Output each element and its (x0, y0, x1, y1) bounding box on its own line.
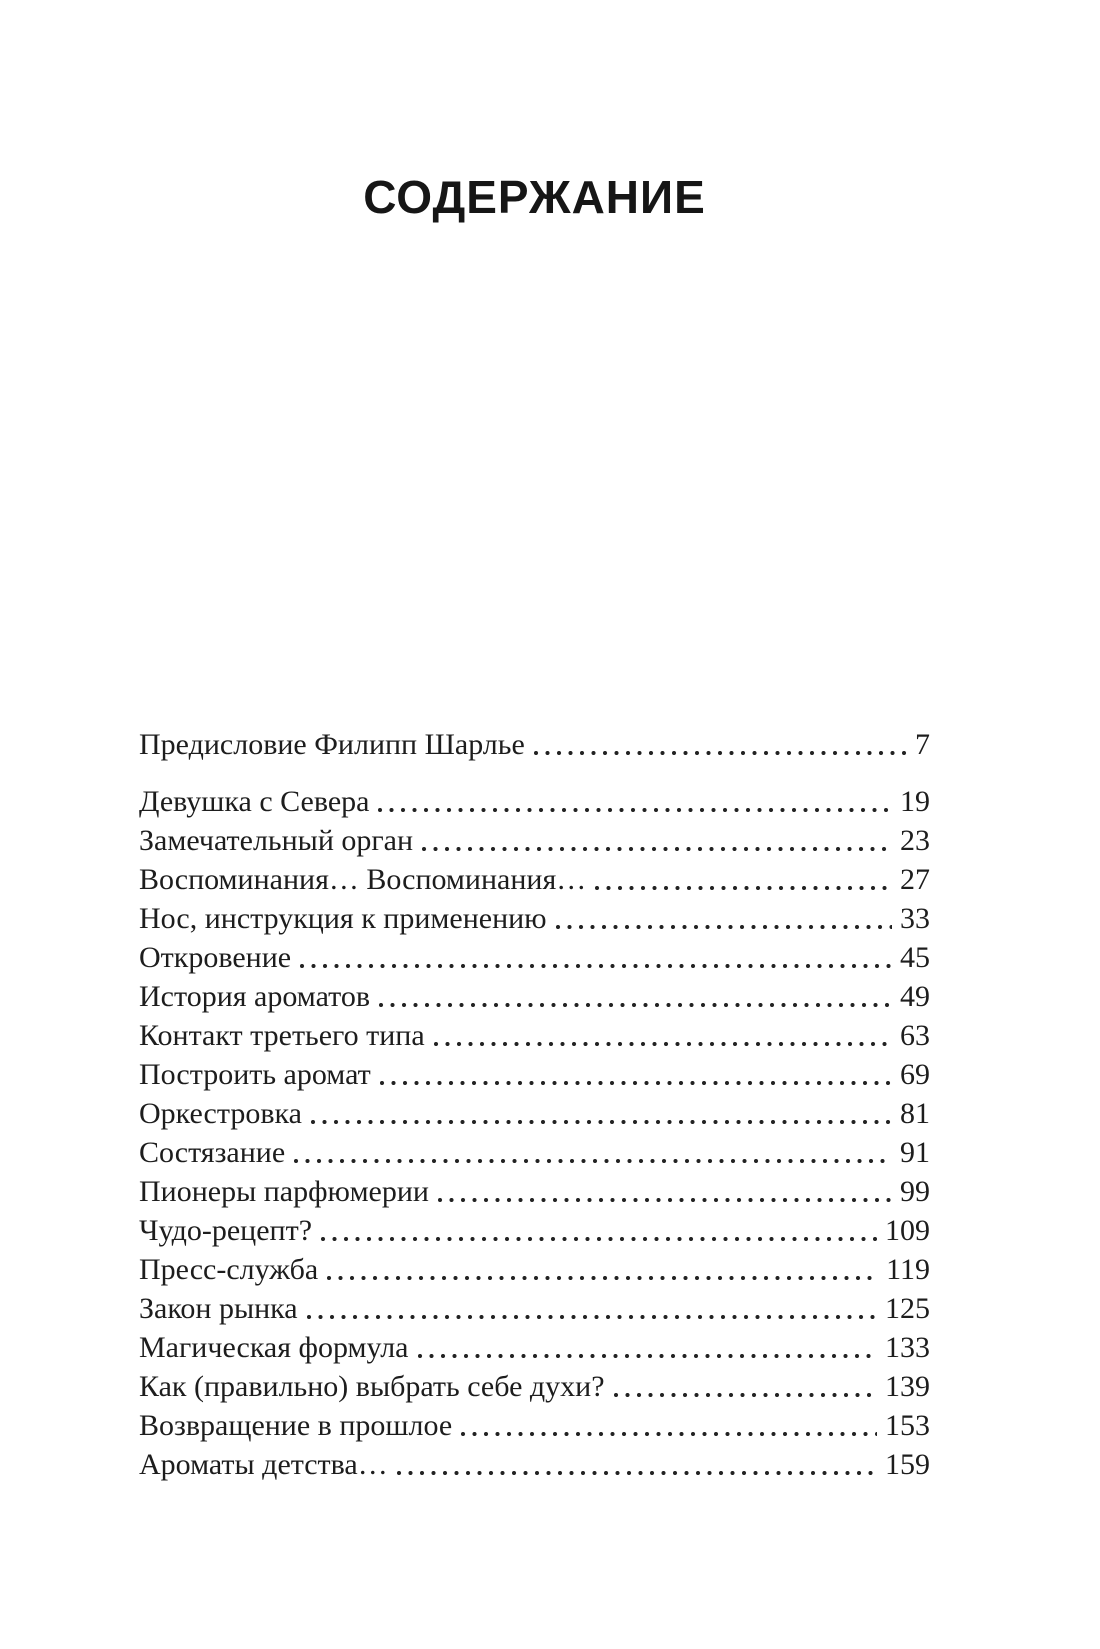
dot-leader (307, 1315, 877, 1319)
toc-entry-page: 33 (900, 902, 930, 935)
toc-entry-label: Магическая формула (139, 1331, 409, 1364)
toc-entry (139, 1328, 930, 1367)
toc-entry (139, 1172, 930, 1211)
toc-entry-label: Возвращение в прошлое (139, 1409, 453, 1442)
dot-leader (614, 1393, 877, 1397)
toc-entry-page: 27 (900, 863, 930, 896)
toc-entry (139, 1289, 930, 1328)
toc-entry-label: Построить аромат (139, 1058, 371, 1091)
toc-entry (139, 1094, 930, 1133)
table-of-contents (139, 725, 930, 1484)
toc-entry (139, 1211, 930, 1250)
toc-entry (139, 1406, 930, 1445)
toc-entry-page: 45 (900, 941, 930, 974)
toc-entry (139, 860, 930, 899)
toc-entry (139, 821, 930, 860)
toc-entry (139, 725, 930, 764)
toc-entry (139, 938, 930, 977)
toc-entry-label: Предисловие Филипп Шарлье (139, 728, 525, 761)
toc-entry-page: 23 (900, 824, 930, 857)
toc-entry-label: История ароматов (139, 980, 370, 1013)
toc-entry (139, 1250, 930, 1289)
dot-leader (461, 1432, 877, 1436)
dot-leader (378, 808, 892, 812)
dot-leader (534, 751, 907, 755)
toc-entry-page: 69 (900, 1058, 930, 1091)
toc-entry-label: Воспоминания… Воспоминания… (139, 863, 587, 896)
dot-leader (397, 1471, 877, 1475)
toc-entry-label: Закон рынка (139, 1292, 298, 1325)
toc-entry-page: 81 (900, 1097, 930, 1130)
dot-leader (321, 1237, 877, 1241)
dot-leader (556, 925, 892, 929)
toc-entry-page: 125 (885, 1292, 930, 1325)
dot-leader (438, 1198, 892, 1202)
toc-entry-page: 19 (900, 785, 930, 818)
toc-entry-page: 99 (900, 1175, 930, 1208)
toc-entry (139, 1367, 930, 1406)
toc-entry-label: Состязание (139, 1136, 286, 1169)
toc-entry-page: 139 (885, 1370, 930, 1403)
toc-entry-label: Откровение (139, 941, 292, 974)
toc-entry (139, 1133, 930, 1172)
toc-entry-page: 109 (885, 1214, 930, 1247)
toc-entry-page: 153 (885, 1409, 930, 1442)
toc-entry-page: 63 (900, 1019, 930, 1052)
toc-entry (139, 1055, 930, 1094)
toc-entry-page: 91 (900, 1136, 930, 1169)
toc-entry-label: Девушка с Севера (139, 785, 370, 818)
toc-entry (139, 1445, 930, 1484)
toc-entry-label: Оркестровка (139, 1097, 302, 1130)
toc-entry-label: Контакт третьего типа (139, 1019, 425, 1052)
toc-entry-label: Чудо-рецепт? (139, 1214, 313, 1247)
toc-entry (139, 1016, 930, 1055)
toc-entry-label: Ароматы детства… (139, 1448, 388, 1481)
dot-leader (418, 1354, 878, 1358)
dot-leader (434, 1042, 892, 1046)
toc-entry-label: Пресс-служба (139, 1253, 319, 1286)
toc-entry (139, 782, 930, 821)
toc-entry (139, 899, 930, 938)
toc-entry-label: Пионеры парфюмерии (139, 1175, 429, 1208)
toc-entry-label: Как (правильно) выбрать себе духи? (139, 1370, 605, 1403)
dot-leader (327, 1276, 878, 1280)
toc-entry-page: 119 (886, 1253, 930, 1286)
toc-entry-page: 7 (915, 728, 930, 761)
toc-entry-page: 133 (885, 1331, 930, 1364)
toc-entry-label: Замечательный орган (139, 824, 414, 857)
page-title: СОДЕРЖАНИЕ (363, 171, 706, 223)
dot-leader (595, 886, 892, 890)
dot-leader (379, 1003, 892, 1007)
dot-leader (300, 964, 892, 968)
toc-entry (139, 977, 930, 1016)
dot-leader (294, 1159, 892, 1163)
toc-entry-page: 49 (900, 980, 930, 1013)
toc-entry-page: 159 (885, 1448, 930, 1481)
dot-leader (380, 1081, 892, 1085)
dot-leader (311, 1120, 892, 1124)
dot-leader (422, 847, 892, 851)
toc-entry-label: Нос, инструкция к применению (139, 902, 547, 935)
